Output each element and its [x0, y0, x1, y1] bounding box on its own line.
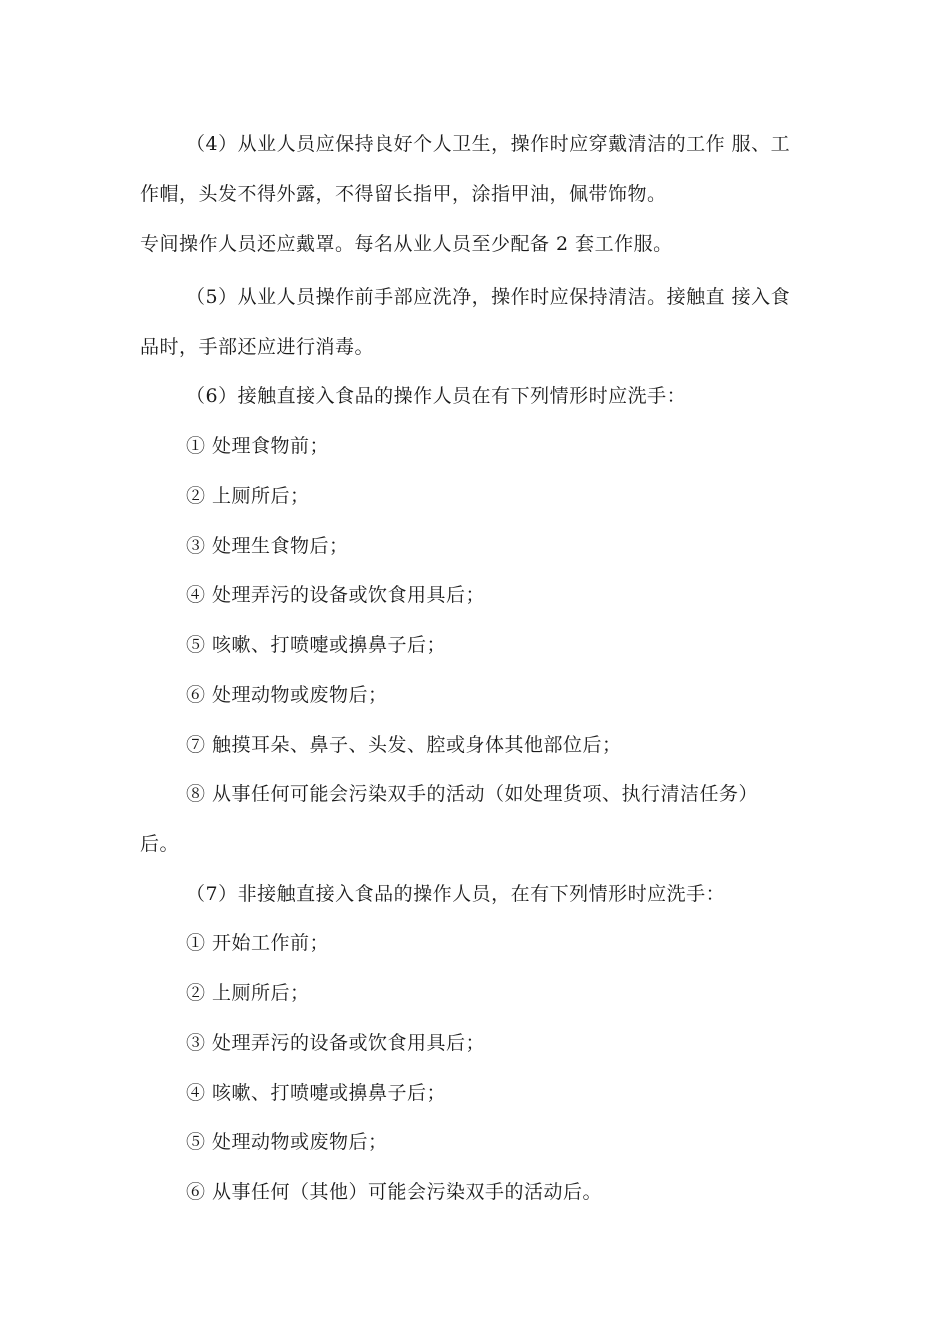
list-item: ④ 咳嗽、打喷嚏或擤鼻子后； [186, 1082, 447, 1104]
list-item: ② 上厕所后； [186, 485, 310, 507]
list-item: ③ 处理生食物后； [186, 535, 349, 557]
list-item: ④ 处理弄污的设备或饮食用具后； [186, 584, 486, 606]
list-item-continuation: 后。 [140, 833, 180, 855]
paragraph-4-line-2: 作帽，头发不得外露，不得留长指甲，涂指甲油，佩带饰物。 [140, 183, 667, 205]
list-item: ⑧ 从事任何可能会污染双手的活动（如处理货项、执行清洁任务） [186, 783, 759, 805]
paragraph-4-line-3: 专间操作人员还应戴罩。每名从业人员至少配备 2 套工作服。 [140, 233, 673, 255]
paragraph-5-line-2: 品时，手部还应进行消毒。 [140, 336, 375, 358]
paragraph-6-heading: （6）接触直接入食品的操作人员在有下列情形时应洗手： [186, 385, 687, 407]
list-item: ① 处理食物前； [186, 435, 330, 457]
list-item: ① 开始工作前； [186, 932, 330, 954]
paragraph-4-line-1: （4）从业人员应保持良好个人卫生，操作时应穿戴清洁的工作 服、工 [186, 133, 791, 155]
list-item: ③ 处理弄污的设备或饮食用具后； [186, 1032, 486, 1054]
paragraph-5-line-1: （5）从业人员操作前手部应洗净，操作时应保持清洁。接触直 接入食 [186, 286, 791, 308]
list-item: ⑥ 从事任何（其他）可能会污染双手的活动后。 [186, 1181, 603, 1203]
list-item: ② 上厕所后； [186, 982, 310, 1004]
list-item: ⑤ 咳嗽、打喷嚏或擤鼻子后； [186, 634, 447, 656]
list-item: ⑦ 触摸耳朵、鼻子、头发、腔或身体其他部位后； [186, 734, 622, 756]
list-item: ⑤ 处理动物或废物后； [186, 1131, 388, 1153]
paragraph-7-heading: （7）非接触直接入食品的操作人员，在有下列情形时应洗手： [186, 883, 726, 905]
list-item: ⑥ 处理动物或废物后； [186, 684, 388, 706]
